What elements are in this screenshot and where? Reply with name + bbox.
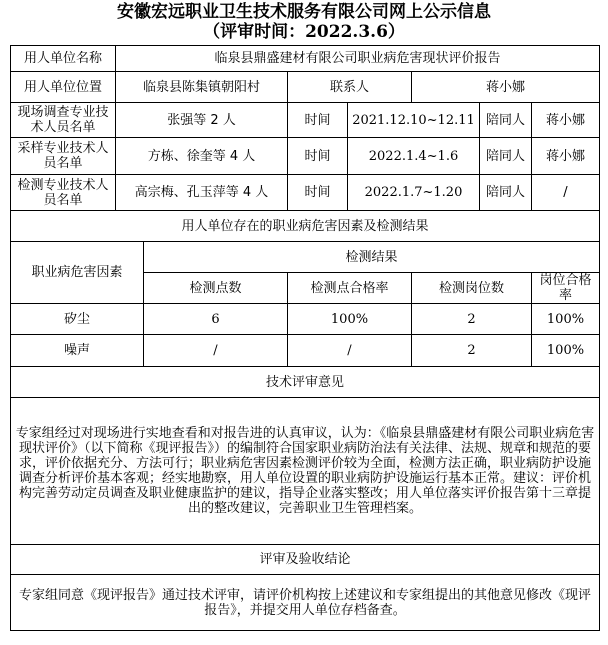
staff-row-companion: / (532, 175, 600, 211)
staff-row-names: 高宗梅、孔玉萍等 4 人 (116, 175, 288, 211)
hazard-points: 6 (144, 304, 288, 335)
hazards-header-row (11, 242, 600, 273)
hazard-point-rate: / (288, 335, 412, 367)
column-header: 检测点合格率 (288, 273, 412, 304)
factor-header: 职业病危害因素 (11, 242, 144, 304)
hazard-post-rate: 100% (532, 304, 600, 335)
info-table (10, 45, 600, 631)
column-header: 检测点数 (144, 273, 288, 304)
staff-row-label: 采样专业技术人员名单 (11, 138, 116, 175)
review-text: 专家组经过对现场进行实地查看和对报告进的认真审议，认为：《临泉县鼎盛建材有限公司职业病危害现状评价》（以下简称《现评报告》）的编制符合国家职业病防治法有关法律、法规、规章和规范的要求，评价依据充分、方法可行；职业病危害因素检测评价较为全面，检测方法正确，职业病防护设施调查分析评价基本客观；经实地勘察，用人单位设置的职业病防护设施运行基本正常。建议：评价机构完善劳动定员调查及职业健康监护的建议，指导企业落实整改；用人单位落实评价报告第十三章提出的整改建议，完善职业卫生管理档案。 (11, 398, 600, 545)
hazards-section-row (11, 211, 600, 242)
conclusion-text-row (11, 575, 600, 631)
column-header: 检测岗位数 (412, 273, 532, 304)
staff-row-time: 2022.1.7~1.20 (348, 175, 480, 211)
staff-row-time: 2022.1.4~1.6 (348, 138, 480, 175)
conclusion-text: 专家组同意《现评报告》通过技术评审，请评价机构按上述建议和专家组提出的其他意见修改《现评报告》，并提交用人单位存档备查。 (11, 575, 600, 631)
conclusion-title-row (11, 545, 600, 575)
hazard-row (11, 304, 600, 335)
hazard-points: / (144, 335, 288, 367)
staff-row-companion-label: 陪同人 (480, 138, 532, 175)
staff-row-companion: 蒋小娜 (532, 138, 600, 175)
unit-location-value: 临泉县陈集镇朝阳村 (116, 72, 288, 103)
staff-row (11, 103, 600, 138)
staff-row-companion-label: 陪同人 (480, 175, 532, 211)
staff-row-label: 现场调查专业技术人员名单 (11, 103, 116, 138)
staff-row-label: 检测专业技术人员名单 (11, 175, 116, 211)
review-title: 技术评审意见 (11, 367, 600, 398)
staff-row-time-label: 时间 (288, 175, 348, 211)
hazards-section-title: 用人单位存在的职业病危害因素及检测结果 (11, 211, 600, 242)
unit-location-row (11, 72, 600, 103)
unit-location-label: 用人单位位置 (11, 72, 116, 103)
staff-row-names: 方栋、徐奎等 4 人 (116, 138, 288, 175)
review-date: （评审时间：2022.3.6） (203, 22, 405, 42)
hazard-factor: 矽尘 (11, 304, 144, 335)
unit-name-label: 用人单位名称 (11, 46, 116, 72)
unit-name-value: 临泉县鼎盛建材有限公司职业病危害现状评价报告 (116, 46, 600, 72)
contact-value: 蒋小娜 (412, 72, 600, 103)
staff-row-time: 2021.12.10~12.11 (348, 103, 480, 138)
hazard-point-rate: 100% (288, 304, 412, 335)
staff-row (11, 175, 600, 211)
review-title-row (11, 367, 600, 398)
contact-label: 联系人 (288, 72, 412, 103)
review-text-row (11, 398, 600, 545)
column-header: 岗位合格率 (532, 273, 600, 304)
conclusion-title: 评审及验收结论 (11, 545, 600, 575)
unit-name-row (11, 46, 600, 72)
staff-row-companion-label: 陪同人 (480, 103, 532, 138)
staff-row-time-label: 时间 (288, 138, 348, 175)
staff-row-companion: 蒋小娜 (532, 103, 600, 138)
hazard-factor: 噪声 (11, 335, 144, 367)
results-header: 检测结果 (144, 242, 600, 273)
staff-row-names: 张强等 2 人 (116, 103, 288, 138)
hazard-posts: 2 (412, 335, 532, 367)
hazard-row (11, 335, 600, 367)
hazard-posts: 2 (412, 304, 532, 335)
staff-row (11, 138, 600, 175)
staff-row-time-label: 时间 (288, 103, 348, 138)
page-title: 安徽宏远职业卫生技术服务有限公司网上公示信息 (117, 2, 491, 22)
hazard-post-rate: 100% (532, 335, 600, 367)
